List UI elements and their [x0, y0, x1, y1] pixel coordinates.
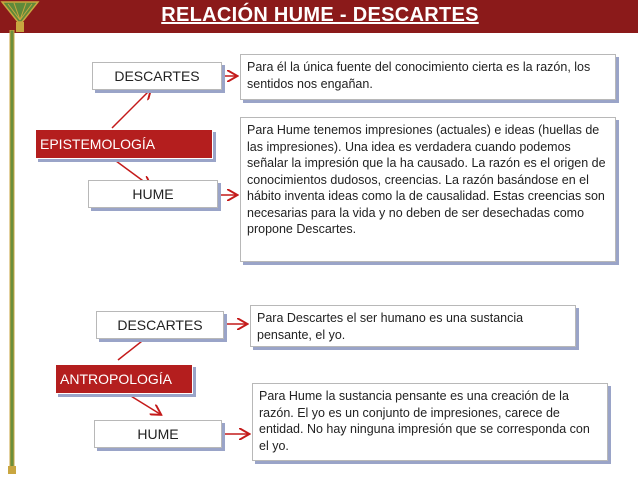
antrop-hume-label: HUME	[94, 420, 222, 448]
antrop-descartes-text: Para Descartes el ser humano es una sustancia pensante, el yo.	[250, 305, 576, 347]
antrop-category: ANTROPOLOGÍA	[55, 364, 193, 394]
epist-descartes-label: DESCARTES	[92, 62, 222, 90]
antrop-hume-text: Para Hume la sustancia pensante es una creación de la razón. El yo es un conjunto de impresiones, carece de entidad. No hay ninguna impresión que se corresponda con el yo.	[252, 383, 608, 461]
epist-hume-label: HUME	[88, 180, 218, 208]
arrow-epist-descartes	[112, 90, 150, 128]
epist-descartes-text: Para él la única fuente del conocimiento cierta es la razón, los sentidos nos engañan.	[240, 54, 616, 100]
epist-hume-text: Para Hume tenemos impresiones (actuales) e ideas (huellas de las impresiones). Una idea es verdadera cuando podemos señalar la impresión que la ha causado. La razón es el origen de conocimientos dudosos, creencias. La razón basándose en el hábito inventa ideas como la de causalidad. Estas creencias son necesarias para la vida y no deben de ser desechadas como propone Descartes.	[240, 117, 616, 262]
page-title: RELACIÓN HUME - DESCARTES	[161, 4, 479, 26]
antrop-descartes-label: DESCARTES	[96, 311, 224, 339]
epist-category: EPISTEMOLOGÍA	[35, 129, 213, 159]
